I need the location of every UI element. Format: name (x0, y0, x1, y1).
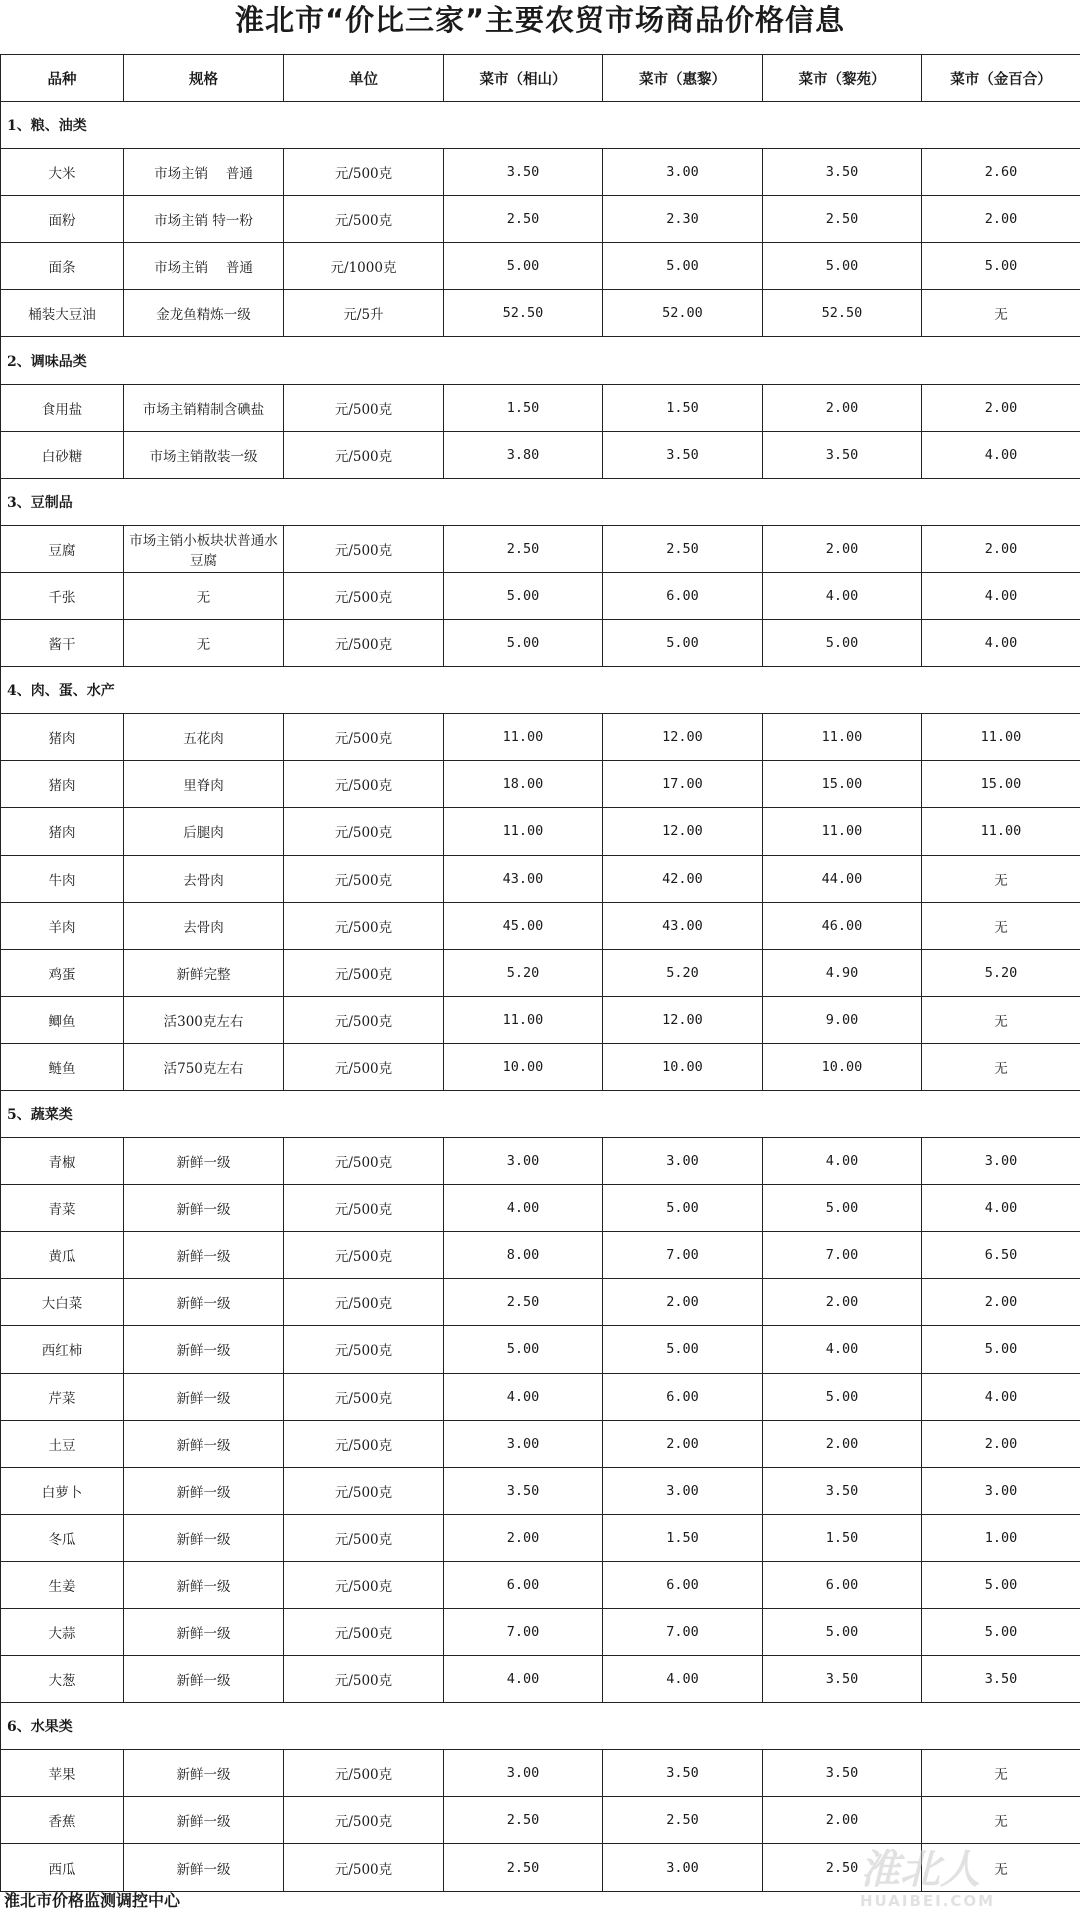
cell-spec: 市场主销精制含碘盐 (124, 384, 284, 431)
cell-price-jinbaihe: 无 (922, 902, 1080, 949)
category-row (1, 102, 1080, 149)
cell-variety: 冬瓜 (1, 1514, 124, 1561)
cell-price-jinbaihe: 5.00 (922, 243, 1080, 290)
cell-unit: 元/500克 (284, 1279, 444, 1326)
cell-price-huili: 10.00 (603, 1043, 763, 1090)
cell-variety: 猪肉 (1, 808, 124, 855)
cell-spec: 新鲜一级 (124, 1750, 284, 1797)
cell-price-jinbaihe: 3.00 (922, 1138, 1080, 1185)
cell-price-jinbaihe: 4.00 (922, 620, 1080, 667)
cell-price-xiangshan: 11.00 (444, 714, 603, 761)
cell-price-xiangshan: 5.00 (444, 1326, 603, 1373)
cell-unit: 元/500克 (284, 1043, 444, 1090)
cell-variety: 大葱 (1, 1656, 124, 1703)
cell-unit: 元/500克 (284, 1656, 444, 1703)
cell-unit: 元/500克 (284, 1467, 444, 1514)
watermark-text: 淮北人 (860, 1847, 980, 1893)
cell-spec: 新鲜一级 (124, 1373, 284, 1420)
category-label: 3、豆制品 (1, 478, 1080, 525)
cell-variety: 芹菜 (1, 1373, 124, 1420)
category-label: 1、粮、油类 (1, 102, 1080, 149)
cell-spec: 无 (124, 572, 284, 619)
table-header-row (1, 55, 1080, 102)
price-table (0, 54, 1080, 1892)
cell-price-xiangshan: 4.00 (444, 1373, 603, 1420)
table-row (1, 1326, 1080, 1373)
cell-price-liyuan: 3.50 (763, 1656, 922, 1703)
cell-variety: 西瓜 (1, 1844, 124, 1891)
cell-variety: 生姜 (1, 1561, 124, 1608)
table-row (1, 1185, 1080, 1232)
table-row (1, 1514, 1080, 1561)
cell-price-liyuan: 11.00 (763, 714, 922, 761)
cell-price-jinbaihe: 4.00 (922, 1185, 1080, 1232)
cell-price-liyuan: 1.50 (763, 1514, 922, 1561)
cell-spec: 金龙鱼精炼一级 (124, 290, 284, 337)
cell-spec: 活300克左右 (124, 996, 284, 1043)
cell-spec: 新鲜完整 (124, 949, 284, 996)
cell-price-huili: 1.50 (603, 384, 763, 431)
cell-price-huili: 43.00 (603, 902, 763, 949)
cell-spec: 新鲜一级 (124, 1656, 284, 1703)
cell-spec: 市场主销 特一粉 (124, 196, 284, 243)
cell-spec: 新鲜一级 (124, 1420, 284, 1467)
cell-variety: 白砂糖 (1, 431, 124, 478)
cell-price-xiangshan: 2.00 (444, 1514, 603, 1561)
cell-unit: 元/500克 (284, 620, 444, 667)
cell-variety: 鲫鱼 (1, 996, 124, 1043)
cell-spec: 五花肉 (124, 714, 284, 761)
cell-price-jinbaihe: 无 (922, 1797, 1080, 1844)
cell-price-liyuan: 2.00 (763, 384, 922, 431)
cell-variety: 大米 (1, 149, 124, 196)
category-row (1, 667, 1080, 714)
cell-price-xiangshan: 5.00 (444, 243, 603, 290)
cell-price-xiangshan: 6.00 (444, 1561, 603, 1608)
cell-spec: 去骨肉 (124, 855, 284, 902)
cell-price-jinbaihe: 3.50 (922, 1656, 1080, 1703)
cell-price-huili: 2.00 (603, 1279, 763, 1326)
cell-price-liyuan: 46.00 (763, 902, 922, 949)
cell-price-xiangshan: 43.00 (444, 855, 603, 902)
cell-price-xiangshan: 5.00 (444, 620, 603, 667)
cell-price-huili: 12.00 (603, 996, 763, 1043)
cell-unit: 元/500克 (284, 572, 444, 619)
cell-price-liyuan: 2.00 (763, 1420, 922, 1467)
cell-variety: 青椒 (1, 1138, 124, 1185)
cell-price-huili: 3.50 (603, 1750, 763, 1797)
cell-variety: 青菜 (1, 1185, 124, 1232)
cell-spec: 无 (124, 620, 284, 667)
cell-price-xiangshan: 3.80 (444, 431, 603, 478)
table-row (1, 949, 1080, 996)
cell-variety: 苹果 (1, 1750, 124, 1797)
cell-variety: 鸡蛋 (1, 949, 124, 996)
cell-price-xiangshan: 5.00 (444, 572, 603, 619)
cell-price-huili: 6.00 (603, 1373, 763, 1420)
cell-price-huili: 42.00 (603, 855, 763, 902)
cell-price-huili: 5.00 (603, 1326, 763, 1373)
cell-price-xiangshan: 52.50 (444, 290, 603, 337)
table-row (1, 572, 1080, 619)
cell-price-jinbaihe: 无 (922, 1750, 1080, 1797)
cell-price-liyuan: 11.00 (763, 808, 922, 855)
cell-price-liyuan: 44.00 (763, 855, 922, 902)
cell-price-jinbaihe: 2.00 (922, 1420, 1080, 1467)
table-row (1, 1138, 1080, 1185)
cell-price-huili: 7.00 (603, 1232, 763, 1279)
cell-unit: 元/500克 (284, 196, 444, 243)
cell-unit: 元/500克 (284, 1138, 444, 1185)
cell-price-liyuan: 5.00 (763, 1609, 922, 1656)
footer-org: 淮北市价格监测调控中心 (4, 1891, 181, 1910)
cell-unit: 元/500克 (284, 855, 444, 902)
cell-price-xiangshan: 18.00 (444, 761, 603, 808)
cell-price-huili: 5.00 (603, 243, 763, 290)
cell-price-xiangshan: 2.50 (444, 196, 603, 243)
cell-price-liyuan: 5.00 (763, 1373, 922, 1420)
table-body (1, 102, 1080, 1892)
cell-price-xiangshan: 4.00 (444, 1185, 603, 1232)
cell-price-huili: 3.00 (603, 1844, 763, 1891)
cell-price-xiangshan: 3.00 (444, 1420, 603, 1467)
cell-price-huili: 12.00 (603, 808, 763, 855)
cell-price-xiangshan: 3.50 (444, 149, 603, 196)
cell-price-liyuan: 2.00 (763, 1797, 922, 1844)
table-row (1, 1797, 1080, 1844)
table-row (1, 855, 1080, 902)
table-row (1, 525, 1080, 572)
cell-unit: 元/500克 (284, 1797, 444, 1844)
cell-price-liyuan: 3.50 (763, 431, 922, 478)
table-row (1, 290, 1080, 337)
cell-variety: 千张 (1, 572, 124, 619)
cell-unit: 元/500克 (284, 384, 444, 431)
cell-price-liyuan: 5.00 (763, 1185, 922, 1232)
cell-price-jinbaihe: 3.00 (922, 1467, 1080, 1514)
cell-variety: 桶装大豆油 (1, 290, 124, 337)
cell-price-huili: 17.00 (603, 761, 763, 808)
cell-unit: 元/500克 (284, 1750, 444, 1797)
cell-unit: 元/500克 (284, 525, 444, 572)
cell-spec: 新鲜一级 (124, 1185, 284, 1232)
cell-price-xiangshan: 2.50 (444, 525, 603, 572)
cell-price-xiangshan: 10.00 (444, 1043, 603, 1090)
cell-unit: 元/500克 (284, 1232, 444, 1279)
cell-spec: 后腿肉 (124, 808, 284, 855)
cell-variety: 大白菜 (1, 1279, 124, 1326)
cell-unit: 元/500克 (284, 996, 444, 1043)
cell-price-xiangshan: 2.50 (444, 1797, 603, 1844)
cell-price-xiangshan: 11.00 (444, 996, 603, 1043)
cell-price-jinbaihe: 6.50 (922, 1232, 1080, 1279)
cell-price-xiangshan: 1.50 (444, 384, 603, 431)
cell-unit: 元/500克 (284, 714, 444, 761)
cell-price-jinbaihe: 5.00 (922, 1561, 1080, 1608)
page-title: 淮北市“价比三家”主要农贸市场商品价格信息 (234, 3, 846, 37)
cell-variety: 酱干 (1, 620, 124, 667)
table-row (1, 384, 1080, 431)
cell-variety: 食用盐 (1, 384, 124, 431)
cell-price-jinbaihe: 无 (922, 1844, 1080, 1891)
cell-price-jinbaihe: 4.00 (922, 572, 1080, 619)
cell-spec: 市场主销小板块状普通水豆腐 (124, 525, 284, 572)
cell-spec: 新鲜一级 (124, 1797, 284, 1844)
cell-price-huili: 5.00 (603, 620, 763, 667)
cell-price-xiangshan: 5.20 (444, 949, 603, 996)
table-row (1, 1279, 1080, 1326)
table-row (1, 1043, 1080, 1090)
table-row (1, 149, 1080, 196)
table-row (1, 1373, 1080, 1420)
cell-spec: 新鲜一级 (124, 1514, 284, 1561)
cell-variety: 香蕉 (1, 1797, 124, 1844)
cell-price-jinbaihe: 15.00 (922, 761, 1080, 808)
cell-unit: 元/500克 (284, 431, 444, 478)
cell-unit: 元/500克 (284, 1561, 444, 1608)
cell-spec: 新鲜一级 (124, 1467, 284, 1514)
cell-unit: 元/500克 (284, 1326, 444, 1373)
cell-price-jinbaihe: 5.00 (922, 1326, 1080, 1373)
cell-spec: 市场主销 普通 (124, 243, 284, 290)
cell-price-huili: 2.50 (603, 525, 763, 572)
header-spec: 规格 (124, 55, 284, 102)
cell-unit: 元/1000克 (284, 243, 444, 290)
cell-price-huili: 3.00 (603, 1138, 763, 1185)
cell-unit: 元/500克 (284, 1844, 444, 1891)
cell-spec: 新鲜一级 (124, 1326, 284, 1373)
watermark-subtext: HUAIBEI.COM (860, 1892, 996, 1910)
category-row (1, 1703, 1080, 1750)
cell-price-jinbaihe: 1.00 (922, 1514, 1080, 1561)
cell-price-huili: 2.00 (603, 1420, 763, 1467)
cell-unit: 元/500克 (284, 1185, 444, 1232)
cell-price-huili: 7.00 (603, 1609, 763, 1656)
cell-variety: 猪肉 (1, 761, 124, 808)
cell-variety: 鲢鱼 (1, 1043, 124, 1090)
cell-price-jinbaihe: 无 (922, 855, 1080, 902)
cell-price-liyuan: 2.50 (763, 196, 922, 243)
cell-variety: 黄瓜 (1, 1232, 124, 1279)
table-row (1, 620, 1080, 667)
cell-price-liyuan: 4.00 (763, 1326, 922, 1373)
cell-price-jinbaihe: 无 (922, 290, 1080, 337)
cell-price-liyuan: 5.00 (763, 620, 922, 667)
table-row (1, 243, 1080, 290)
cell-price-liyuan: 4.00 (763, 572, 922, 619)
table-row (1, 996, 1080, 1043)
table-row (1, 1467, 1080, 1514)
header-market-jinbaihe: 菜市（金百合） (922, 55, 1080, 102)
cell-spec: 新鲜一级 (124, 1561, 284, 1608)
cell-variety: 大蒜 (1, 1609, 124, 1656)
cell-unit: 元/500克 (284, 949, 444, 996)
cell-price-liyuan: 9.00 (763, 996, 922, 1043)
cell-price-huili: 1.50 (603, 1514, 763, 1561)
cell-spec: 里脊肉 (124, 761, 284, 808)
cell-price-huili: 2.50 (603, 1797, 763, 1844)
cell-price-huili: 2.30 (603, 196, 763, 243)
category-row (1, 1090, 1080, 1137)
category-label: 4、肉、蛋、水产 (1, 667, 1080, 714)
header-market-huili: 菜市（惠黎） (603, 55, 763, 102)
category-row (1, 337, 1080, 384)
cell-unit: 元/500克 (284, 1514, 444, 1561)
cell-price-jinbaihe: 2.00 (922, 1279, 1080, 1326)
cell-unit: 元/500克 (284, 902, 444, 949)
cell-price-xiangshan: 3.00 (444, 1138, 603, 1185)
category-label: 5、蔬菜类 (1, 1090, 1080, 1137)
cell-price-liyuan: 7.00 (763, 1232, 922, 1279)
cell-variety: 面条 (1, 243, 124, 290)
cell-variety: 牛肉 (1, 855, 124, 902)
cell-variety: 面粉 (1, 196, 124, 243)
cell-spec: 新鲜一级 (124, 1279, 284, 1326)
cell-price-xiangshan: 2.50 (444, 1279, 603, 1326)
cell-variety: 白萝卜 (1, 1467, 124, 1514)
table-row (1, 1609, 1080, 1656)
cell-price-huili: 5.00 (603, 1185, 763, 1232)
table-row (1, 714, 1080, 761)
cell-price-xiangshan: 3.50 (444, 1467, 603, 1514)
cell-price-liyuan: 2.00 (763, 525, 922, 572)
cell-price-huili: 3.50 (603, 431, 763, 478)
table-row (1, 808, 1080, 855)
table-row (1, 1420, 1080, 1467)
cell-price-jinbaihe: 5.20 (922, 949, 1080, 996)
cell-price-liyuan: 4.00 (763, 1138, 922, 1185)
table-row (1, 761, 1080, 808)
cell-price-huili: 3.00 (603, 1467, 763, 1514)
cell-variety: 西红柿 (1, 1326, 124, 1373)
cell-unit: 元/500克 (284, 1373, 444, 1420)
cell-spec: 新鲜一级 (124, 1138, 284, 1185)
cell-price-jinbaihe: 2.00 (922, 384, 1080, 431)
cell-price-jinbaihe: 4.00 (922, 431, 1080, 478)
cell-price-liyuan: 4.90 (763, 949, 922, 996)
cell-price-xiangshan: 7.00 (444, 1609, 603, 1656)
header-market-liyuan: 菜市（黎苑） (763, 55, 922, 102)
table-row (1, 1750, 1080, 1797)
cell-price-jinbaihe: 2.00 (922, 525, 1080, 572)
cell-spec: 市场主销 普通 (124, 149, 284, 196)
cell-price-jinbaihe: 4.00 (922, 1373, 1080, 1420)
cell-variety: 土豆 (1, 1420, 124, 1467)
cell-price-liyuan: 2.50 (763, 1844, 922, 1891)
cell-price-xiangshan: 8.00 (444, 1232, 603, 1279)
table-row (1, 1561, 1080, 1608)
cell-spec: 新鲜一级 (124, 1844, 284, 1891)
cell-unit: 元/5升 (284, 290, 444, 337)
cell-price-jinbaihe: 2.60 (922, 149, 1080, 196)
header-variety: 品种 (1, 55, 124, 102)
cell-price-jinbaihe: 5.00 (922, 1609, 1080, 1656)
cell-price-liyuan: 2.00 (763, 1279, 922, 1326)
cell-price-huili: 6.00 (603, 572, 763, 619)
table-row (1, 1656, 1080, 1703)
table-row (1, 1232, 1080, 1279)
category-row (1, 478, 1080, 525)
cell-price-jinbaihe: 11.00 (922, 808, 1080, 855)
cell-price-huili: 3.00 (603, 149, 763, 196)
header-unit: 单位 (284, 55, 444, 102)
cell-unit: 元/500克 (284, 761, 444, 808)
cell-price-jinbaihe: 11.00 (922, 714, 1080, 761)
table-row (1, 902, 1080, 949)
cell-price-liyuan: 15.00 (763, 761, 922, 808)
cell-price-huili: 6.00 (603, 1561, 763, 1608)
table-row (1, 196, 1080, 243)
cell-price-jinbaihe: 无 (922, 1043, 1080, 1090)
category-label: 2、调味品类 (1, 337, 1080, 384)
cell-unit: 元/500克 (284, 149, 444, 196)
cell-spec: 市场主销散装一级 (124, 431, 284, 478)
cell-price-liyuan: 5.00 (763, 243, 922, 290)
cell-price-xiangshan: 11.00 (444, 808, 603, 855)
cell-price-liyuan: 3.50 (763, 1467, 922, 1514)
cell-variety: 豆腐 (1, 525, 124, 572)
cell-spec: 去骨肉 (124, 902, 284, 949)
cell-price-jinbaihe: 2.00 (922, 196, 1080, 243)
cell-variety: 猪肉 (1, 714, 124, 761)
cell-price-xiangshan: 3.00 (444, 1750, 603, 1797)
cell-price-xiangshan: 2.50 (444, 1844, 603, 1891)
cell-price-xiangshan: 45.00 (444, 902, 603, 949)
cell-price-jinbaihe: 无 (922, 996, 1080, 1043)
category-label: 6、水果类 (1, 1703, 1080, 1750)
table-row (1, 1844, 1080, 1891)
cell-price-huili: 5.20 (603, 949, 763, 996)
header-market-xiangshan: 菜市（相山） (444, 55, 603, 102)
cell-price-huili: 12.00 (603, 714, 763, 761)
cell-price-huili: 52.00 (603, 290, 763, 337)
cell-variety: 羊肉 (1, 902, 124, 949)
cell-unit: 元/500克 (284, 808, 444, 855)
cell-price-liyuan: 3.50 (763, 1750, 922, 1797)
cell-spec: 新鲜一级 (124, 1609, 284, 1656)
cell-price-huili: 4.00 (603, 1656, 763, 1703)
cell-price-liyuan: 3.50 (763, 149, 922, 196)
cell-spec: 新鲜一级 (124, 1232, 284, 1279)
cell-price-liyuan: 52.50 (763, 290, 922, 337)
table-row (1, 431, 1080, 478)
cell-price-liyuan: 10.00 (763, 1043, 922, 1090)
cell-price-xiangshan: 4.00 (444, 1656, 603, 1703)
cell-unit: 元/500克 (284, 1420, 444, 1467)
cell-spec: 活750克左右 (124, 1043, 284, 1090)
cell-unit: 元/500克 (284, 1609, 444, 1656)
cell-price-liyuan: 6.00 (763, 1561, 922, 1608)
